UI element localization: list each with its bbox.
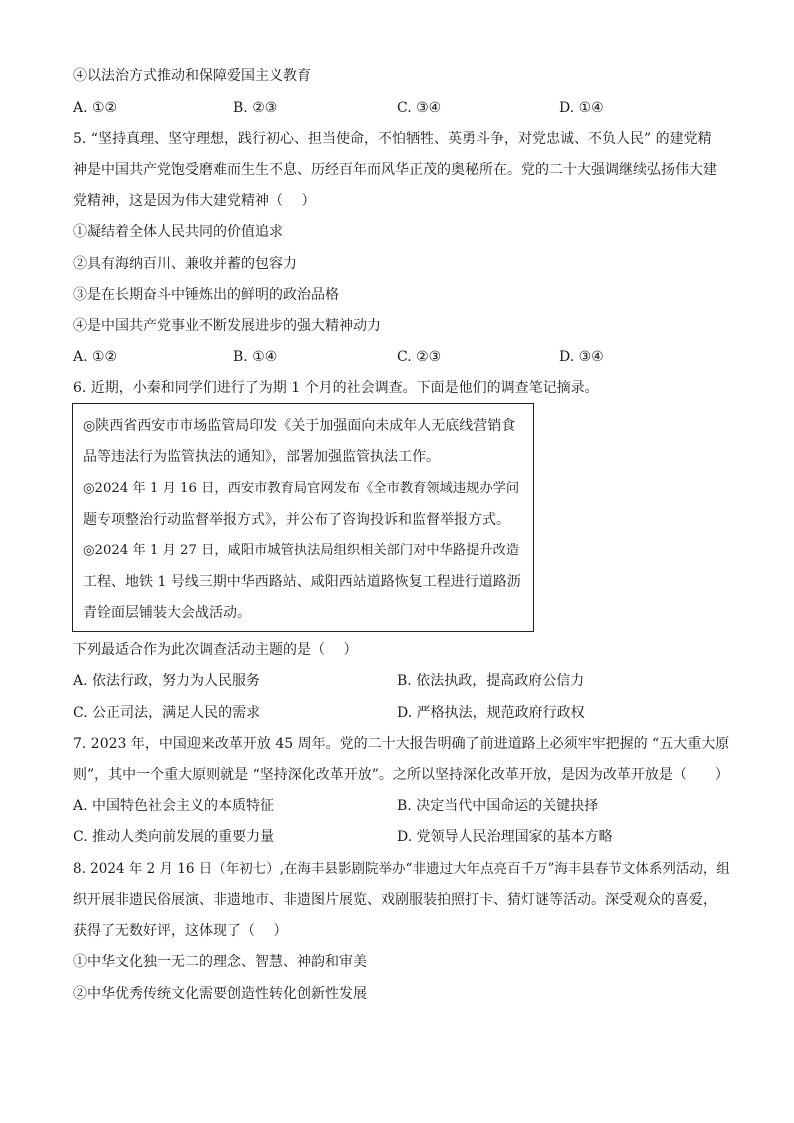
q7-option-a: A. 中国特色社会主义的本质特征	[73, 798, 275, 814]
q5-item-2: ②具有海纳百川、兼收并蓄的包容力	[73, 256, 297, 272]
q5-item-3: ③是在长期奋斗中锤炼出的鲜明的政治品格	[73, 287, 339, 303]
q7-stem-line-2: 则”，其中一个重大原则就是 “坚持深化改革开放”。之所以坚持深化改革开放，是因为改革开放是（ ）	[73, 767, 729, 783]
notes-line-5: ◎2024 年 1 月 27 日，咸阳市城管执法局组织相关部门对中华路提升改造	[83, 543, 520, 558]
notes-line-3: ◎2024 年 1 月 16 日，西安市教育局官网发布《全市教育领域违规办学问	[83, 481, 520, 496]
q4-option-d: D. ①④	[559, 100, 604, 116]
notes-line-2: 品等违法行为监管执法的通知》，部署加强监管执法工作。	[83, 449, 440, 465]
q4-options	[73, 98, 733, 118]
q5-option-a: A. ①②	[73, 349, 118, 365]
q7-option-d: D. 党领导人民治理国家的基本方略	[397, 829, 613, 845]
q7-option-b: B. 决定当代中国命运的关键抉择	[397, 798, 599, 814]
notes-line-6: 工程、地铁 1 号线三期中华西路站、咸阳西站道路恢复工程进行道路沥	[83, 574, 521, 590]
q8-stem-line-3: 获得了无数好评，这体现了（ ）	[73, 923, 288, 939]
q5-option-c: C. ②③	[397, 349, 442, 365]
q6-option-d: D. 严格执法，规范政府行政权	[397, 705, 585, 721]
q8-stem-line-2: 织开展非遗民俗展演、非遗地市、非遗图片展览、戏剧服装拍照打卡、猜灯谜等活动。深受观众的喜爱，	[73, 892, 717, 908]
q7-option-c: C. 推动人类向前发展的重要力量	[73, 829, 275, 845]
notes-line-7: 青铨面层铺装大会战活动。	[83, 605, 251, 621]
q5-item-1: ①凝结着全体人民共同的价值追求	[73, 224, 283, 240]
q6-option-c: C. 公正司法，满足人民的需求	[73, 705, 261, 721]
q8-item-1: ①中华文化独一无二的理念、智慧、神韵和审美	[73, 954, 367, 970]
q5-options	[73, 347, 733, 367]
q7-options-row-1	[73, 796, 733, 816]
q5-stem-line-3: 党精神，这是因为伟大建党精神（ ）	[73, 193, 316, 209]
q5-option-b: B. ①④	[233, 349, 278, 365]
q6-options-row-2	[73, 703, 733, 723]
q7-options-row-2	[73, 827, 733, 847]
q6-option-a: A. 依法行政，努力为人民服务	[73, 673, 261, 689]
q7-stem-line-1: 7. 2023 年，中国迎来改革开放 45 周年。党的二十大报告明确了前进道路上必须牢牢把握的 “五大重大原	[73, 736, 730, 752]
q8-item-2: ②中华优秀传统文化需要创造性转化创新性发展	[73, 986, 367, 1002]
q6-question: 下列最适合作为此次调查活动主题的是（ ）	[73, 642, 358, 658]
q5-stem-line-1: 5. “坚持真理、坚守理想，践行初心、担当使命，不怕牺牲、英勇斗争，对党忠诚、不负人民” 的建党精	[73, 131, 712, 147]
q6-stem: 6. 近期，小秦和同学们进行了为期 1 个月的社会调查。下面是他们的调查笔记摘录。	[73, 380, 599, 396]
q5-option-d: D. ③④	[559, 349, 604, 365]
q6-options-row-1	[73, 671, 733, 691]
q5-stem-line-2: 神是中国共产党饱受磨难而生生不息、历经百年而风华正茂的奥秘所在。党的二十大强调继续弘扬伟大建	[73, 162, 717, 178]
q4-option-a: A. ①②	[73, 100, 118, 116]
q8-stem-line-1: 8. 2024 年 2 月 16 日（年初七）,在海丰县影剧院举办“非遗过大年点亮百千万”海丰县春节文体系列活动，组	[73, 861, 730, 877]
notes-line-4: 题专项整治行动监督举报方式》，并公布了咨询投诉和监督举报方式。	[83, 512, 510, 528]
q6-option-b: B. 依法执政，提高政府公信力	[397, 673, 585, 689]
q5-item-4: ④是中国共产党事业不断发展进步的强大精神动力	[73, 318, 381, 334]
q4-item-4: ④以法治方式推动和保障爱国主义教育	[73, 68, 311, 84]
q4-option-c: C. ③④	[397, 100, 442, 116]
q4-option-b: B. ②③	[233, 100, 278, 116]
survey-notes-box	[72, 403, 534, 632]
notes-line-1: ◎陕西省西安市市场监管局印发《关于加强面向未成年人无底线营销食	[83, 418, 516, 434]
